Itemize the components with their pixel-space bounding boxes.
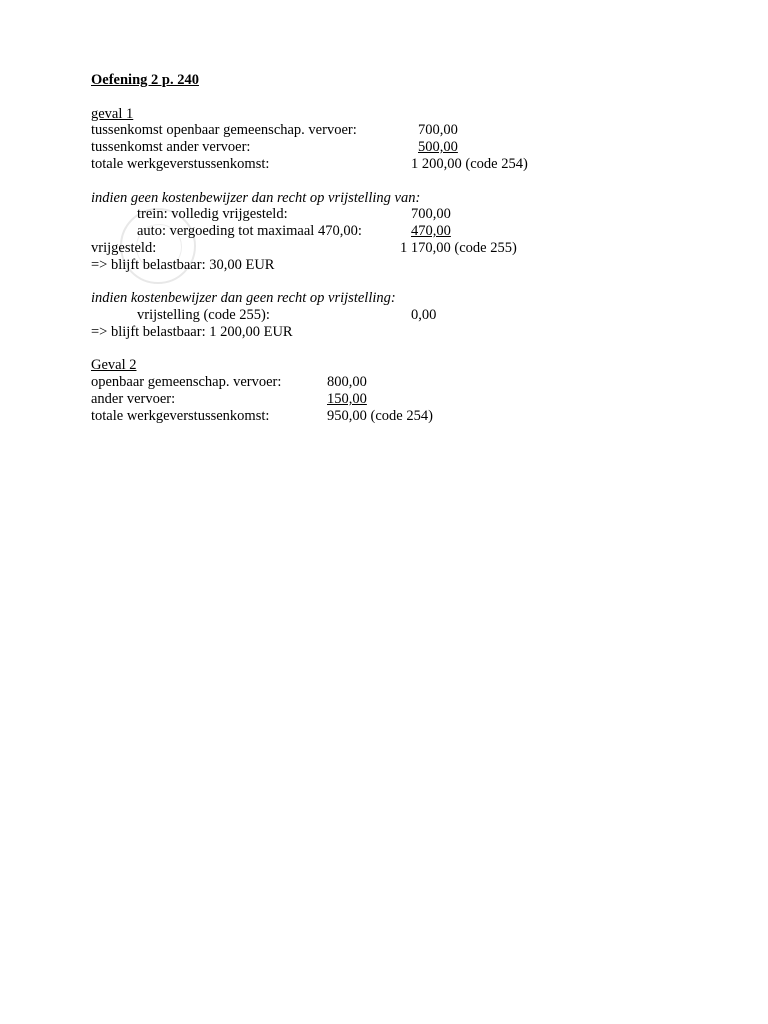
no-proof-result: => blijft belastbaar: 30,00 EUR (91, 257, 275, 273)
with-proof-result: => blijft belastbaar: 1 200,00 EUR (91, 324, 293, 340)
with-proof-exempt-label: vrijstelling (code 255): (137, 307, 270, 323)
with-proof-heading: indien kostenbewijzer dan geen recht op vrijstelling: (91, 290, 396, 306)
geval1-heading: geval 1 (91, 106, 134, 122)
no-proof-heading: indien geen kostenbewijzer dan recht op vrijstelling van: (91, 190, 421, 206)
geval2-row-label: ander vervoer: (91, 391, 176, 407)
page-title: Oefening 2 p. 240 (91, 72, 199, 88)
geval2-row-value: 800,00 (327, 374, 367, 390)
train-label: trein: volledig vrijgesteld: (137, 206, 288, 222)
train-value: 700,00 (411, 206, 451, 222)
geval1-row-value: 1 200,00 (code 254) (411, 156, 528, 172)
exempt-label: vrijgesteld: (91, 240, 157, 256)
geval1-row-label: tussenkomst ander vervoer: (91, 139, 251, 155)
car-value: 470,00 (411, 223, 451, 239)
geval2-row-value: 950,00 (code 254) (327, 408, 433, 424)
geval2-row-label: openbaar gemeenschap. vervoer: (91, 374, 282, 390)
geval2-heading: Geval 2 (91, 357, 137, 373)
geval1-row-value: 500,00 (418, 139, 458, 155)
car-label: auto: vergoeding tot maximaal 470,00: (137, 223, 362, 239)
exempt-value: 1 170,00 (code 255) (400, 240, 517, 256)
geval2-row-value: 150,00 (327, 391, 367, 407)
geval1-row-label: totale werkgeverstussenkomst: (91, 156, 270, 172)
with-proof-exempt-value: 0,00 (411, 307, 437, 323)
geval1-row-value: 700,00 (418, 122, 458, 138)
geval2-row-label: totale werkgeverstussenkomst: (91, 408, 270, 424)
geval1-row-label: tussenkomst openbaar gemeenschap. vervoer: (91, 122, 357, 138)
